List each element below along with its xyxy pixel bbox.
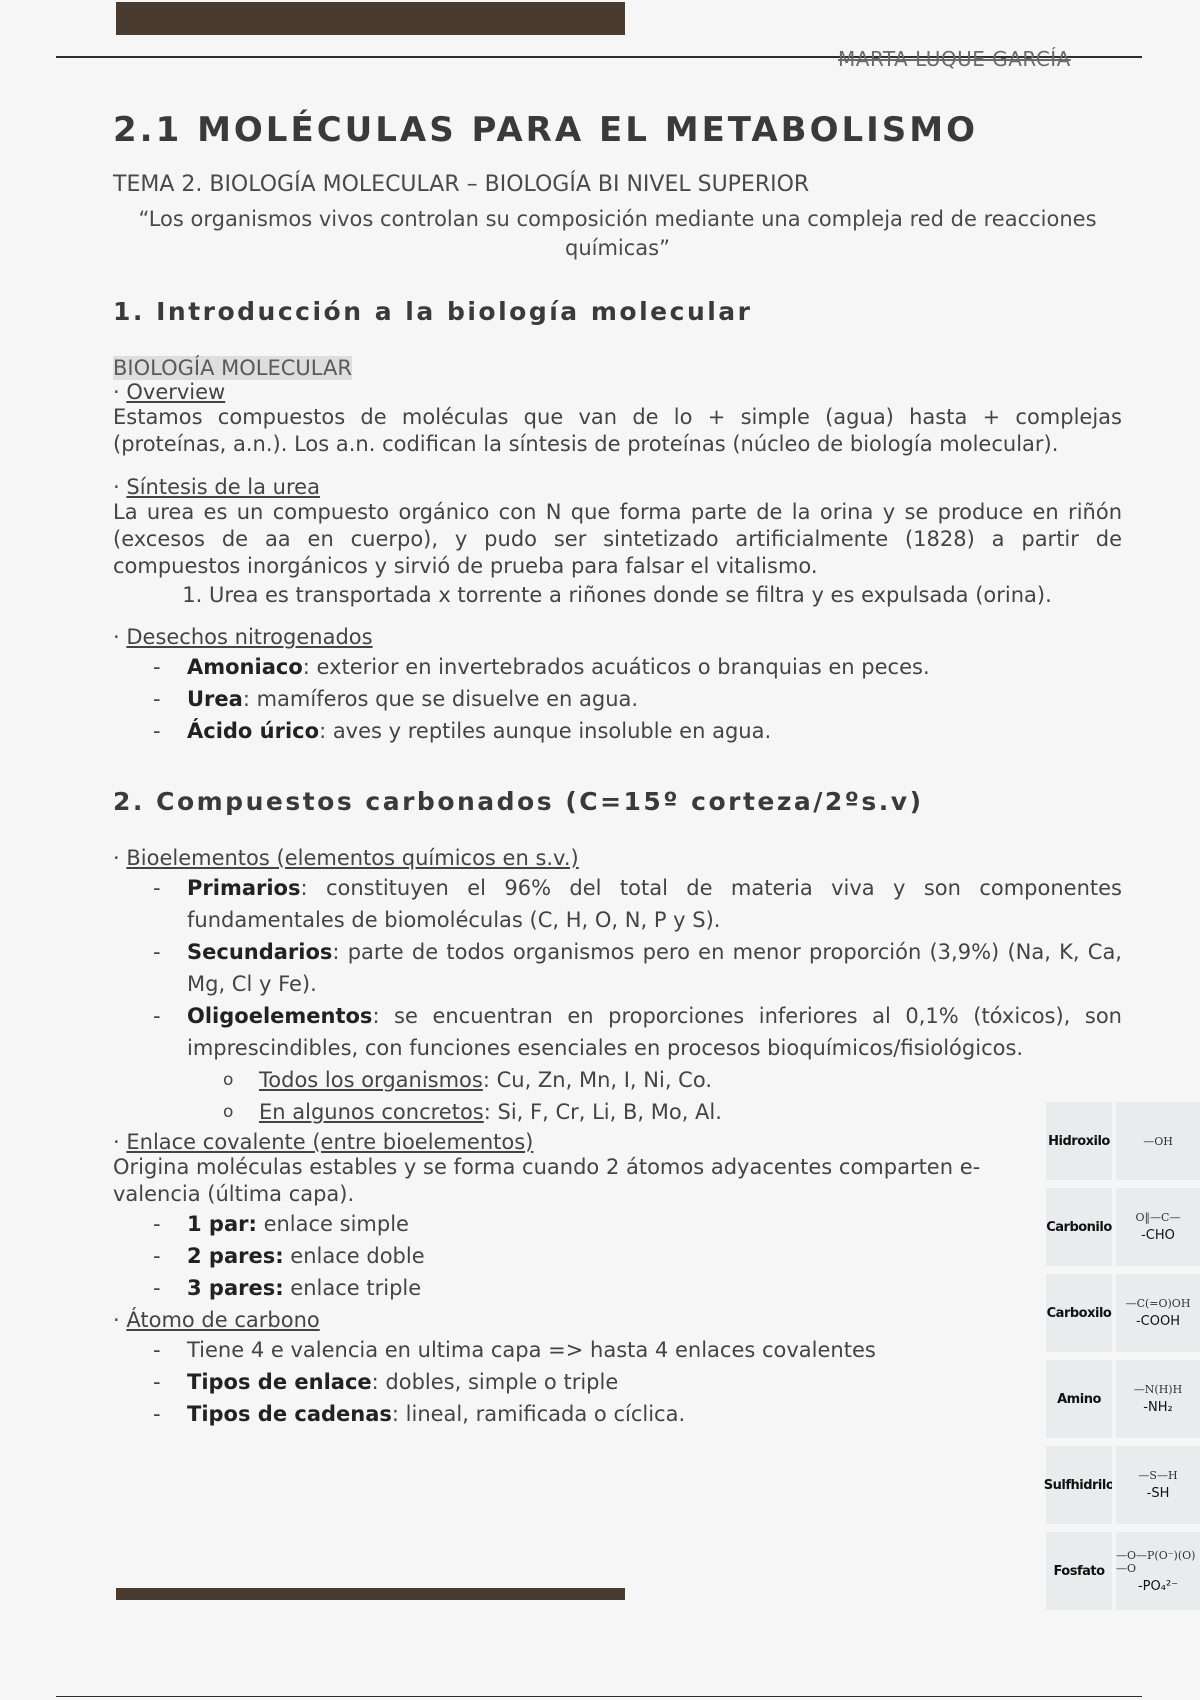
top-decor-bar xyxy=(116,2,625,35)
group-name: Carbonilo xyxy=(1046,1219,1112,1235)
list-item: - Secundarios: parte de todos organismos pero en menor proporción (3,9%) (Na, K, Ca, Mg, Cl y Fe). xyxy=(153,936,1122,1000)
waste-list xyxy=(113,651,1122,747)
page-title: 2.1 MOLÉCULAS PARA EL METABOLISMO xyxy=(113,110,979,150)
footer-rule xyxy=(56,1696,1142,1697)
overview-title: · Overview xyxy=(113,380,226,404)
group-structure: —OH xyxy=(1112,1102,1200,1180)
section-2-heading: 2. Compuestos carbonados (C=15º corteza/2ºs.v) xyxy=(113,787,924,816)
list-item: - Ácido úrico: aves y reptiles aunque insoluble en agua. xyxy=(153,715,1122,747)
functional-groups-table xyxy=(1043,1102,1200,1618)
group-structure: —S—H -SH xyxy=(1112,1446,1200,1524)
group-structure: —C(=O)OH -COOH xyxy=(1112,1274,1200,1352)
bond-list xyxy=(113,1208,1013,1304)
bio-list xyxy=(113,872,1122,1128)
subtitle: TEMA 2. BIOLOGÍA MOLECULAR – BIOLOGÍA BI NIVEL SUPERIOR xyxy=(113,172,810,197)
waste-title: · Desechos nitrogenados xyxy=(113,625,373,649)
group-name: Amino xyxy=(1057,1391,1101,1407)
oligo-sublist xyxy=(223,1064,942,1128)
group-row xyxy=(1046,1274,1200,1352)
overview-text: Estamos compuestos de moléculas que van de lo + simple (agua) hasta + complejas (proteínas, a.n.). Los a.n. codifican la síntesis de proteínas (núcleo de biología molecular). xyxy=(113,405,1122,456)
urea-text: La urea es un compuesto orgánico con N que forma parte de la orina y se produce en riñón (excesos de aa en cuerpo), y pudo ser sintetizado artificialmente (1828) a partir de compuestos inorgánicos y sirvió de prueba para falsar el vitalismo. xyxy=(113,500,1122,578)
bond-title: · Enlace covalente (entre bioelementos) xyxy=(113,1130,534,1154)
group-row xyxy=(1046,1188,1200,1266)
list-item: - Tipos de cadenas: lineal, ramificada o cíclica. xyxy=(153,1398,1013,1430)
list-item: - Amoniaco: exterior en invertebrados acuáticos o branquias en peces. xyxy=(153,651,1122,683)
bond-text: Origina moléculas estables y se forma cuando 2 átomos adyacentes comparten e- valencia (última capa). xyxy=(113,1155,981,1206)
bottom-decor-bar xyxy=(116,1588,625,1600)
list-item: - Tiene 4 e valencia en ultima capa => hasta 4 enlaces covalentes xyxy=(153,1334,1013,1366)
group-row xyxy=(1043,1446,1200,1524)
bio-title: · Bioelementos (elementos químicos en s.v.) xyxy=(113,846,579,870)
group-row xyxy=(1046,1102,1200,1180)
group-row xyxy=(1046,1360,1200,1438)
group-structure: O‖—C— -CHO xyxy=(1112,1188,1200,1266)
list-item: - Urea: mamíferos que se disuelve en agua. xyxy=(153,683,1122,715)
group-name: Sulfhidrilo xyxy=(1043,1477,1115,1493)
list-item: - Tipos de enlace: dobles, simple o triple xyxy=(153,1366,1013,1398)
urea-list xyxy=(113,582,1122,609)
list-item: - 3 pares: enlace triple xyxy=(153,1272,1013,1304)
highlighted-label: BIOLOGÍA MOLECULAR xyxy=(113,356,352,380)
group-structure: —O—P(O⁻)(O)—O -PO₄²⁻ xyxy=(1112,1532,1200,1610)
list-item: o Todos los organismos: Cu, Zn, Mn, I, Ni, Co. xyxy=(223,1064,942,1096)
epigraph-quote: “Los organismos vivos controlan su composición mediante una compleja red de reacciones químicas” xyxy=(138,207,1097,260)
list-item: - 1 par: enlace simple xyxy=(153,1208,1013,1240)
section-1-heading: 1. Introducción a la biología molecular xyxy=(113,297,753,326)
group-name: Fosfato xyxy=(1053,1563,1105,1579)
list-item: - Oligoelementos: se encuentran en proporciones inferiores al 0,1% (tóxicos), son imprescindibles, con funciones esenciales en procesos bioquímicos/fisiológicos. o Todos los organismos: Cu, Zn, Mn, I, Ni, Co. o En algunos concretos: Si, F, Cr, Li, B, Mo, Al. xyxy=(153,1000,1122,1128)
list-item: 1. Urea es transportada x torrente a riñones donde se filtra y es expulsada (orina). xyxy=(209,582,1122,609)
list-item: o En algunos concretos: Si, F, Cr, Li, B, Mo, Al. xyxy=(223,1096,942,1128)
carbon-title: · Átomo de carbono xyxy=(113,1308,320,1332)
author-name: MARTA LUQUE GARCÍA xyxy=(838,47,1071,71)
carbon-list xyxy=(113,1334,1013,1430)
group-row xyxy=(1046,1532,1200,1610)
group-name: Carboxilo xyxy=(1046,1305,1112,1321)
group-name: Hidroxilo xyxy=(1048,1133,1110,1149)
list-item: - 2 pares: enlace doble xyxy=(153,1240,1013,1272)
list-item: - Primarios: constituyen el 96% del total de materia viva y son componentes fundamentales de biomoléculas (C, H, O, N, P y S). xyxy=(153,872,1122,936)
urea-title: · Síntesis de la urea xyxy=(113,475,320,499)
document-body xyxy=(113,110,1122,1430)
group-structure: —N(H)H -NH₂ xyxy=(1112,1360,1200,1438)
